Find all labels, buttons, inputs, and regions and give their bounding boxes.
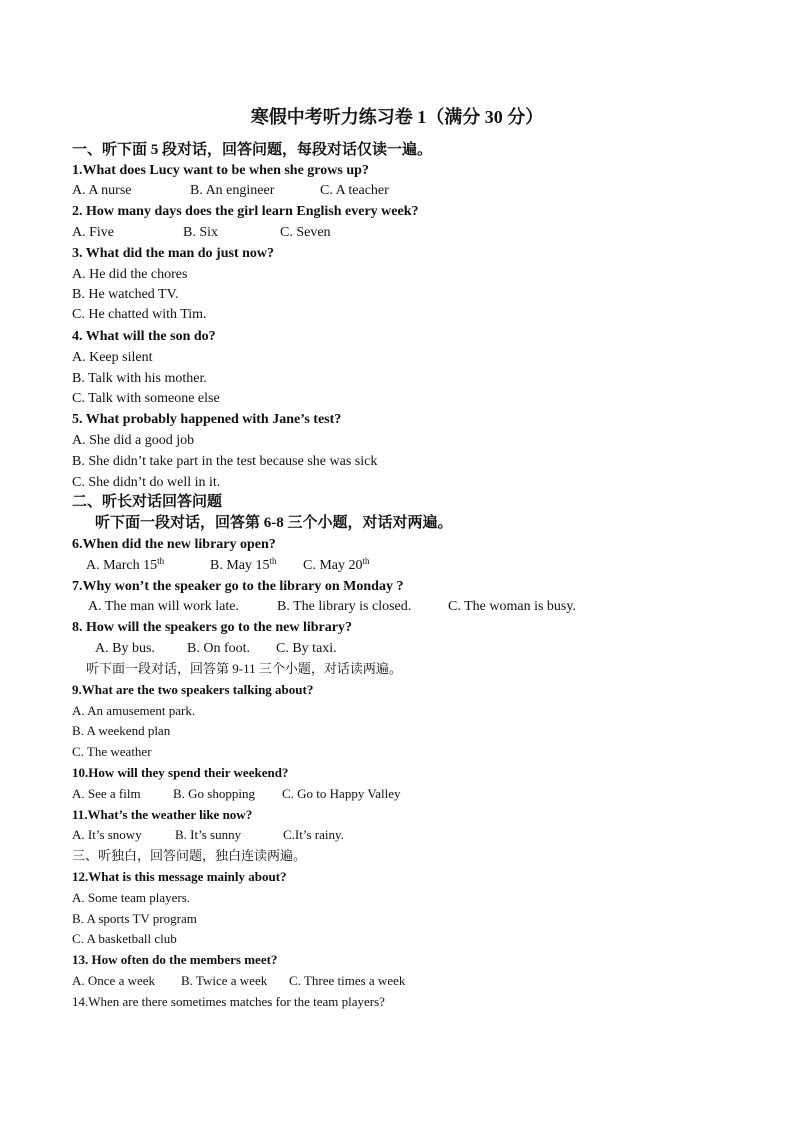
page-title: 寒假中考听力练习卷 1（满分 30 分） — [250, 107, 544, 127]
q8-option-b: B. On foot. — [187, 641, 250, 656]
q4-option-c: C. Talk with someone else — [72, 391, 220, 406]
q11-options — [72, 825, 344, 845]
q5-option-b: B. She didn’t take part in the test because she was sick — [72, 454, 378, 469]
q3-option-b: B. He watched TV. — [72, 287, 179, 302]
q13-text: 13. How often do the members meet? — [72, 952, 278, 967]
q5-text: 5. What probably happened with Jane’s test? — [72, 412, 342, 427]
q5-option-c: C. She didn’t do well in it. — [72, 475, 221, 490]
section3-heading: 三、听独白，回答问题，独白连读两遍。 — [72, 848, 307, 863]
q7-option-c: C. The woman is busy. — [448, 599, 576, 614]
section2-instruction-2: 听下面一段对话，回答第 9-11 三个小题，对话读两遍。 — [86, 661, 402, 676]
q2-options — [72, 223, 331, 243]
q13-option-b: B. Twice a week — [181, 973, 268, 988]
q13-options — [72, 971, 405, 991]
q9-text: 9.What are the two speakers talking about? — [72, 682, 314, 697]
q11-text: 11.What’s the weather like now? — [72, 807, 253, 822]
section1-heading: 一、听下面 5 段对话，回答问题，每段对话仅读一遍。 — [72, 142, 433, 158]
q8-option-a: A. By bus. — [95, 641, 155, 656]
q10-option-c: C. Go to Happy Valley — [282, 786, 401, 801]
q4-text: 4. What will the son do? — [72, 329, 216, 344]
q6-option-b: B. May 15th — [210, 556, 277, 573]
section2-instruction-1: 听下面一段对话，回答第 6-8 三个小题，对话对两遍。 — [95, 515, 453, 531]
q10-text: 10.How will they spend their weekend? — [72, 765, 289, 780]
q3-text: 3. What did the man do just now? — [72, 246, 275, 261]
q6-option-a: A. March 15th — [86, 556, 165, 573]
q10-option-a: A. See a film — [72, 786, 141, 801]
q8-text: 8. How will the speakers go to the new library? — [72, 620, 352, 635]
q7-option-b: B. The library is closed. — [277, 599, 412, 614]
q1-option-b: B. An engineer — [190, 183, 275, 198]
q4-option-a: A. Keep silent — [72, 350, 153, 365]
q10-options — [72, 784, 401, 804]
q9-option-b: B. A weekend plan — [72, 723, 171, 738]
q1-option-a: A. A nurse — [72, 183, 132, 198]
q11-option-c: C.It’s rainy. — [283, 827, 344, 842]
q12-option-b: B. A sports TV program — [72, 911, 197, 926]
q12-option-c: C. A basketball club — [72, 931, 177, 946]
section2-heading: 二、听长对话回答问题 — [72, 494, 223, 510]
q4-option-b: B. Talk with his mother. — [72, 371, 207, 386]
q2-text: 2. How many days does the girl learn English every week? — [72, 204, 419, 219]
q1-option-c: C. A teacher — [320, 183, 389, 198]
q14-text: 14.When are there sometimes matches for the team players? — [72, 994, 385, 1009]
q6-options — [86, 556, 370, 576]
q2-option-b: B. Six — [183, 225, 219, 240]
q8-option-c: C. By taxi. — [276, 641, 337, 656]
q5-option-a: A. She did a good job — [72, 433, 195, 448]
q7-text: 7.Why won’t the speaker go to the library on Monday ? — [72, 579, 404, 594]
q6-text: 6.When did the new library open? — [72, 537, 276, 552]
q8-options — [95, 639, 337, 659]
q2-option-c: C. Seven — [280, 225, 331, 240]
q7-options — [88, 597, 576, 617]
q12-option-a: A. Some team players. — [72, 890, 191, 905]
q7-option-a: A. The man will work late. — [88, 599, 239, 614]
q9-option-a: A. An amusement park. — [72, 703, 196, 718]
q1-text: 1.What does Lucy want to be when she grows up? — [72, 163, 369, 178]
q10-option-b: B. Go shopping — [173, 786, 255, 801]
q11-option-a: A. It’s snowy — [72, 827, 142, 842]
q11-option-b: B. It’s sunny — [175, 827, 242, 842]
q6-option-c: C. May 20th — [303, 556, 370, 573]
q1-options — [72, 181, 389, 201]
q12-text: 12.What is this message mainly about? — [72, 869, 287, 884]
q3-option-a: A. He did the chores — [72, 267, 188, 282]
q13-option-c: C. Three times a week — [289, 973, 406, 988]
q13-option-a: A. Once a week — [72, 973, 156, 988]
q2-option-a: A. Five — [72, 225, 114, 240]
q3-option-c: C. He chatted with Tim. — [72, 307, 207, 322]
q9-option-c: C. The weather — [72, 744, 152, 759]
